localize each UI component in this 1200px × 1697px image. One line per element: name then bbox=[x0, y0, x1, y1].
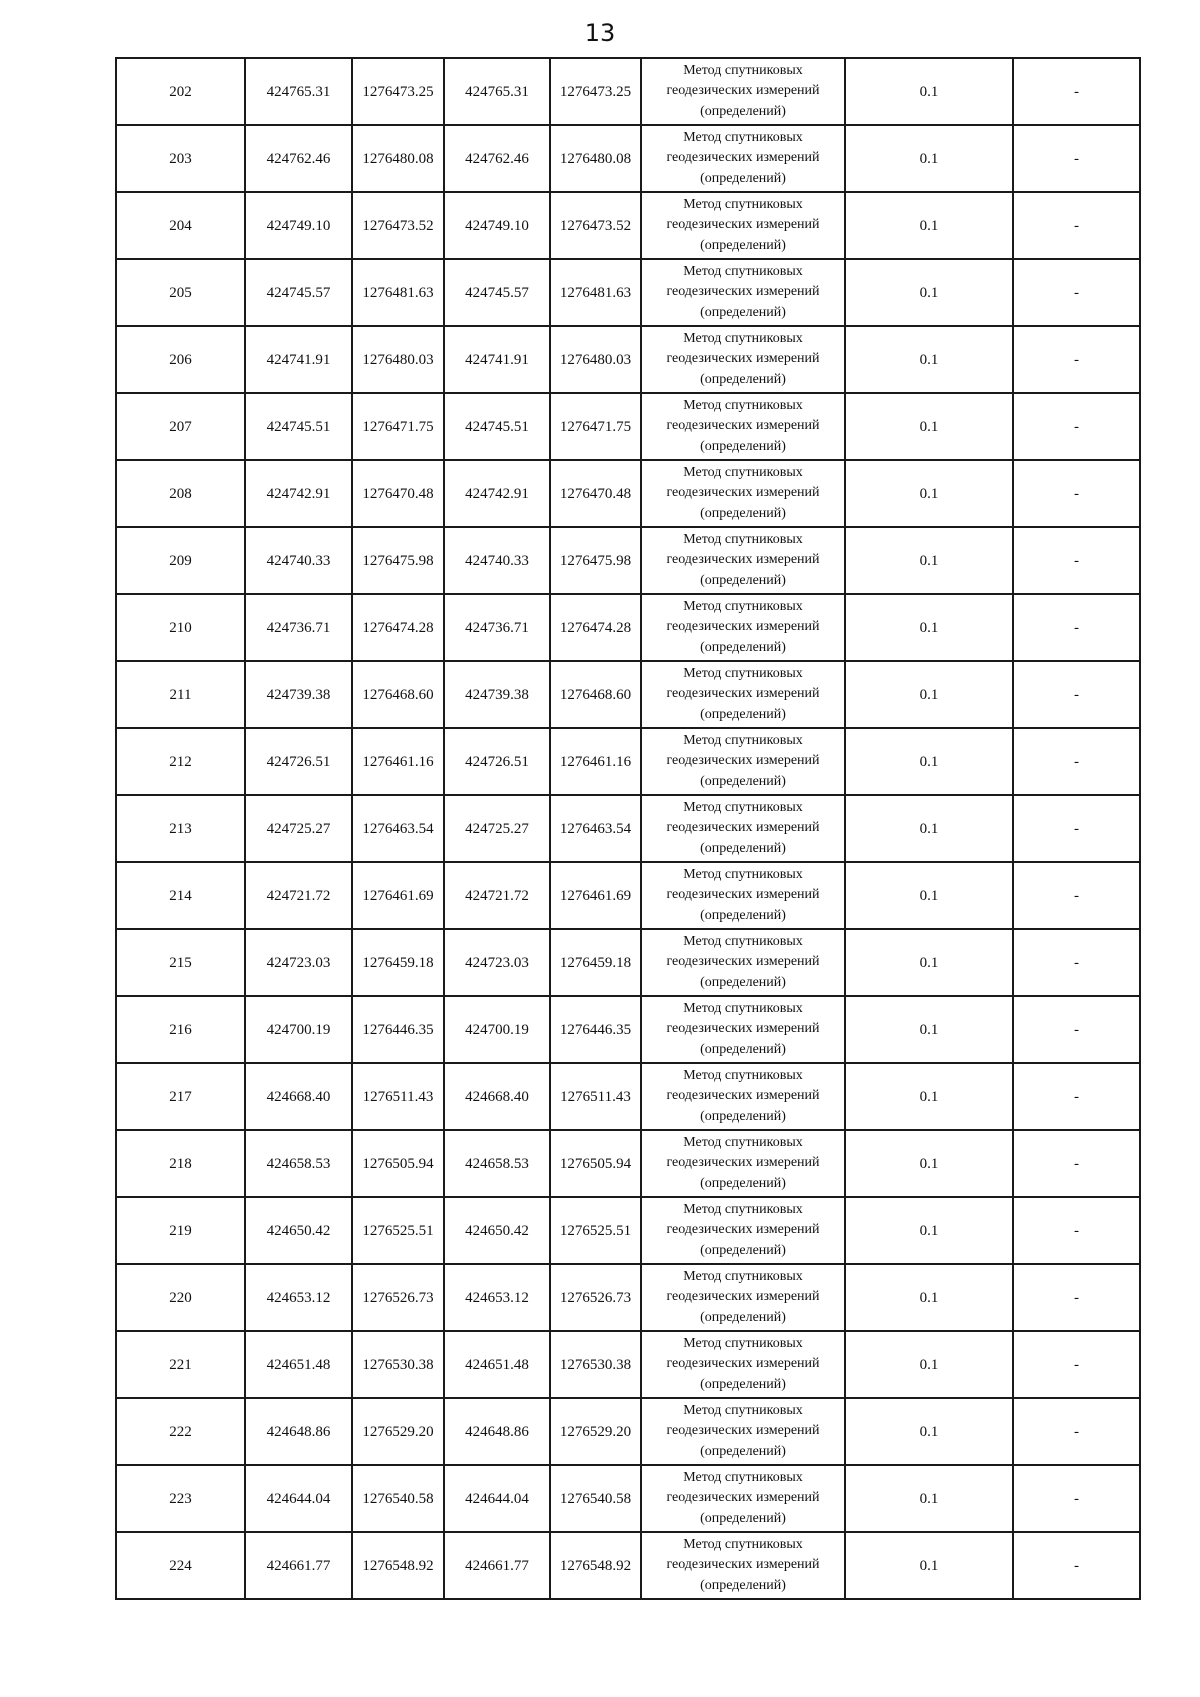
method-line: (определений) bbox=[700, 706, 786, 722]
note-cell: - bbox=[1013, 661, 1140, 728]
accuracy-cell: 0.1 bbox=[845, 929, 1013, 996]
y-refined-cell: 1276529.20 bbox=[550, 1398, 641, 1465]
point-number-cell: 218 bbox=[116, 1130, 245, 1197]
point-number-cell: 206 bbox=[116, 326, 245, 393]
x-existing-cell: 424745.57 bbox=[245, 259, 352, 326]
x-refined-cell: 424765.31 bbox=[444, 58, 550, 125]
method-line: геодезических измерений bbox=[666, 619, 820, 635]
table-row bbox=[116, 393, 1140, 460]
x-refined-cell: 424721.72 bbox=[444, 862, 550, 929]
x-existing-cell: 424765.31 bbox=[245, 58, 352, 125]
x-existing-cell: 424742.91 bbox=[245, 460, 352, 527]
table-row bbox=[116, 125, 1140, 192]
note-cell: - bbox=[1013, 1331, 1140, 1398]
point-number-cell: 210 bbox=[116, 594, 245, 661]
y-existing-cell: 1276480.08 bbox=[352, 125, 444, 192]
note-cell: - bbox=[1013, 393, 1140, 460]
x-refined-cell: 424725.27 bbox=[444, 795, 550, 862]
method-line: Метод спутниковых bbox=[683, 1469, 803, 1485]
x-refined-cell: 424644.04 bbox=[444, 1465, 550, 1532]
method-line: геодезических измерений bbox=[666, 1222, 820, 1238]
x-existing-cell: 424723.03 bbox=[245, 929, 352, 996]
table-row bbox=[116, 1331, 1140, 1398]
y-existing-cell: 1276548.92 bbox=[352, 1532, 444, 1599]
method-line: (определений) bbox=[700, 974, 786, 990]
note-cell: - bbox=[1013, 594, 1140, 661]
note-cell: - bbox=[1013, 1264, 1140, 1331]
method-line: (определений) bbox=[700, 773, 786, 789]
method-line: геодезических измерений bbox=[666, 217, 820, 233]
method-cell bbox=[641, 58, 845, 125]
x-refined-cell: 424661.77 bbox=[444, 1532, 550, 1599]
y-refined-cell: 1276530.38 bbox=[550, 1331, 641, 1398]
x-existing-cell: 424745.51 bbox=[245, 393, 352, 460]
accuracy-cell: 0.1 bbox=[845, 594, 1013, 661]
x-refined-cell: 424736.71 bbox=[444, 594, 550, 661]
table-row bbox=[116, 460, 1140, 527]
method-line: Метод спутниковых bbox=[683, 1402, 803, 1418]
method-line: (определений) bbox=[700, 237, 786, 253]
accuracy-cell: 0.1 bbox=[845, 527, 1013, 594]
method-line: (определений) bbox=[700, 1577, 786, 1593]
method-line: геодезических измерений bbox=[666, 1021, 820, 1037]
x-existing-cell: 424651.48 bbox=[245, 1331, 352, 1398]
method-line: Метод спутниковых bbox=[683, 1067, 803, 1083]
point-number-cell: 202 bbox=[116, 58, 245, 125]
method-line: (определений) bbox=[700, 1242, 786, 1258]
method-line: Метод спутниковых bbox=[683, 866, 803, 882]
method-cell bbox=[641, 326, 845, 393]
y-existing-cell: 1276481.63 bbox=[352, 259, 444, 326]
accuracy-cell: 0.1 bbox=[845, 1197, 1013, 1264]
method-line: (определений) bbox=[700, 572, 786, 588]
x-existing-cell: 424741.91 bbox=[245, 326, 352, 393]
point-number-cell: 216 bbox=[116, 996, 245, 1063]
method-line: Метод спутниковых bbox=[683, 196, 803, 212]
method-cell bbox=[641, 460, 845, 527]
accuracy-cell: 0.1 bbox=[845, 728, 1013, 795]
method-line: (определений) bbox=[700, 505, 786, 521]
accuracy-cell: 0.1 bbox=[845, 192, 1013, 259]
method-cell bbox=[641, 1130, 845, 1197]
point-number-cell: 219 bbox=[116, 1197, 245, 1264]
method-line: Метод спутниковых bbox=[683, 1268, 803, 1284]
point-number-cell: 224 bbox=[116, 1532, 245, 1599]
method-line: Метод спутниковых bbox=[683, 1201, 803, 1217]
method-line: (определений) bbox=[700, 1108, 786, 1124]
table-row bbox=[116, 1398, 1140, 1465]
y-refined-cell: 1276473.25 bbox=[550, 58, 641, 125]
y-existing-cell: 1276505.94 bbox=[352, 1130, 444, 1197]
y-refined-cell: 1276526.73 bbox=[550, 1264, 641, 1331]
table-row bbox=[116, 1532, 1140, 1599]
method-cell bbox=[641, 393, 845, 460]
method-cell bbox=[641, 728, 845, 795]
point-number-cell: 217 bbox=[116, 1063, 245, 1130]
method-line: геодезических измерений bbox=[666, 351, 820, 367]
x-existing-cell: 424739.38 bbox=[245, 661, 352, 728]
method-line: Метод спутниковых bbox=[683, 397, 803, 413]
accuracy-cell: 0.1 bbox=[845, 795, 1013, 862]
y-existing-cell: 1276473.25 bbox=[352, 58, 444, 125]
y-refined-cell: 1276548.92 bbox=[550, 1532, 641, 1599]
method-line: геодезических измерений bbox=[666, 887, 820, 903]
method-line: (определений) bbox=[700, 840, 786, 856]
x-existing-cell: 424736.71 bbox=[245, 594, 352, 661]
method-line: Метод спутниковых bbox=[683, 732, 803, 748]
x-existing-cell: 424700.19 bbox=[245, 996, 352, 1063]
x-existing-cell: 424644.04 bbox=[245, 1465, 352, 1532]
method-line: (определений) bbox=[700, 639, 786, 655]
accuracy-cell: 0.1 bbox=[845, 125, 1013, 192]
y-refined-cell: 1276446.35 bbox=[550, 996, 641, 1063]
table-row bbox=[116, 1197, 1140, 1264]
x-refined-cell: 424723.03 bbox=[444, 929, 550, 996]
table-row bbox=[116, 594, 1140, 661]
x-existing-cell: 424721.72 bbox=[245, 862, 352, 929]
note-cell: - bbox=[1013, 1063, 1140, 1130]
accuracy-cell: 0.1 bbox=[845, 460, 1013, 527]
point-number-cell: 212 bbox=[116, 728, 245, 795]
point-number-cell: 213 bbox=[116, 795, 245, 862]
x-existing-cell: 424762.46 bbox=[245, 125, 352, 192]
note-cell: - bbox=[1013, 1532, 1140, 1599]
x-existing-cell: 424740.33 bbox=[245, 527, 352, 594]
point-number-cell: 209 bbox=[116, 527, 245, 594]
x-existing-cell: 424749.10 bbox=[245, 192, 352, 259]
y-existing-cell: 1276525.51 bbox=[352, 1197, 444, 1264]
y-refined-cell: 1276461.69 bbox=[550, 862, 641, 929]
x-refined-cell: 424700.19 bbox=[444, 996, 550, 1063]
point-number-cell: 211 bbox=[116, 661, 245, 728]
y-refined-cell: 1276475.98 bbox=[550, 527, 641, 594]
table-row bbox=[116, 192, 1140, 259]
method-line: Метод спутниковых bbox=[683, 799, 803, 815]
y-refined-cell: 1276525.51 bbox=[550, 1197, 641, 1264]
method-line: Метод спутниковых bbox=[683, 1134, 803, 1150]
table-row bbox=[116, 728, 1140, 795]
method-cell bbox=[641, 996, 845, 1063]
note-cell: - bbox=[1013, 862, 1140, 929]
method-line: (определений) bbox=[700, 1443, 786, 1459]
table-row bbox=[116, 527, 1140, 594]
y-existing-cell: 1276474.28 bbox=[352, 594, 444, 661]
method-line: геодезических измерений bbox=[666, 1356, 820, 1372]
table-row bbox=[116, 326, 1140, 393]
coordinates-table bbox=[115, 57, 1141, 1600]
note-cell: - bbox=[1013, 795, 1140, 862]
table-row bbox=[116, 661, 1140, 728]
point-number-cell: 220 bbox=[116, 1264, 245, 1331]
x-refined-cell: 424745.51 bbox=[444, 393, 550, 460]
y-existing-cell: 1276526.73 bbox=[352, 1264, 444, 1331]
method-cell bbox=[641, 1197, 845, 1264]
method-line: геодезических измерений bbox=[666, 820, 820, 836]
method-line: геодезических измерений bbox=[666, 954, 820, 970]
method-line: геодезических измерений bbox=[666, 284, 820, 300]
y-refined-cell: 1276540.58 bbox=[550, 1465, 641, 1532]
x-refined-cell: 424650.42 bbox=[444, 1197, 550, 1264]
note-cell: - bbox=[1013, 1398, 1140, 1465]
method-cell bbox=[641, 862, 845, 929]
method-cell bbox=[641, 259, 845, 326]
x-refined-cell: 424741.91 bbox=[444, 326, 550, 393]
point-number-cell: 223 bbox=[116, 1465, 245, 1532]
method-line: Метод спутниковых bbox=[683, 1000, 803, 1016]
y-refined-cell: 1276505.94 bbox=[550, 1130, 641, 1197]
table-row bbox=[116, 259, 1140, 326]
method-line: Метод спутниковых bbox=[683, 464, 803, 480]
y-existing-cell: 1276511.43 bbox=[352, 1063, 444, 1130]
note-cell: - bbox=[1013, 996, 1140, 1063]
point-number-cell: 205 bbox=[116, 259, 245, 326]
note-cell: - bbox=[1013, 1465, 1140, 1532]
y-existing-cell: 1276473.52 bbox=[352, 192, 444, 259]
table-row bbox=[116, 996, 1140, 1063]
method-line: геодезических измерений bbox=[666, 1155, 820, 1171]
method-line: (определений) bbox=[700, 170, 786, 186]
y-refined-cell: 1276463.54 bbox=[550, 795, 641, 862]
y-existing-cell: 1276459.18 bbox=[352, 929, 444, 996]
y-existing-cell: 1276529.20 bbox=[352, 1398, 444, 1465]
method-line: геодезических измерений bbox=[666, 418, 820, 434]
method-cell bbox=[641, 1465, 845, 1532]
x-refined-cell: 424658.53 bbox=[444, 1130, 550, 1197]
method-line: геодезических измерений bbox=[666, 1088, 820, 1104]
x-existing-cell: 424658.53 bbox=[245, 1130, 352, 1197]
method-line: (определений) bbox=[700, 907, 786, 923]
y-existing-cell: 1276471.75 bbox=[352, 393, 444, 460]
y-refined-cell: 1276471.75 bbox=[550, 393, 641, 460]
method-line: геодезических измерений bbox=[666, 1490, 820, 1506]
accuracy-cell: 0.1 bbox=[845, 1398, 1013, 1465]
accuracy-cell: 0.1 bbox=[845, 1331, 1013, 1398]
y-refined-cell: 1276474.28 bbox=[550, 594, 641, 661]
x-refined-cell: 424726.51 bbox=[444, 728, 550, 795]
method-cell bbox=[641, 1063, 845, 1130]
method-line: геодезических измерений bbox=[666, 83, 820, 99]
x-refined-cell: 424648.86 bbox=[444, 1398, 550, 1465]
accuracy-cell: 0.1 bbox=[845, 1465, 1013, 1532]
method-line: геодезических измерений bbox=[666, 1557, 820, 1573]
method-line: Метод спутниковых bbox=[683, 263, 803, 279]
method-line: Метод спутниковых bbox=[683, 531, 803, 547]
y-refined-cell: 1276480.03 bbox=[550, 326, 641, 393]
note-cell: - bbox=[1013, 58, 1140, 125]
accuracy-cell: 0.1 bbox=[845, 259, 1013, 326]
method-line: геодезических измерений bbox=[666, 753, 820, 769]
y-existing-cell: 1276540.58 bbox=[352, 1465, 444, 1532]
method-line: (определений) bbox=[700, 304, 786, 320]
y-refined-cell: 1276468.60 bbox=[550, 661, 641, 728]
table-row bbox=[116, 1063, 1140, 1130]
method-cell bbox=[641, 1532, 845, 1599]
x-existing-cell: 424650.42 bbox=[245, 1197, 352, 1264]
table-row bbox=[116, 795, 1140, 862]
y-refined-cell: 1276470.48 bbox=[550, 460, 641, 527]
y-existing-cell: 1276446.35 bbox=[352, 996, 444, 1063]
method-line: Метод спутниковых bbox=[683, 933, 803, 949]
y-refined-cell: 1276481.63 bbox=[550, 259, 641, 326]
accuracy-cell: 0.1 bbox=[845, 996, 1013, 1063]
x-refined-cell: 424762.46 bbox=[444, 125, 550, 192]
y-refined-cell: 1276480.08 bbox=[550, 125, 641, 192]
point-number-cell: 214 bbox=[116, 862, 245, 929]
x-refined-cell: 424742.91 bbox=[444, 460, 550, 527]
note-cell: - bbox=[1013, 527, 1140, 594]
table-row bbox=[116, 862, 1140, 929]
y-existing-cell: 1276530.38 bbox=[352, 1331, 444, 1398]
coordinates-table-body bbox=[116, 58, 1140, 1599]
accuracy-cell: 0.1 bbox=[845, 1264, 1013, 1331]
method-cell bbox=[641, 661, 845, 728]
y-existing-cell: 1276463.54 bbox=[352, 795, 444, 862]
method-cell bbox=[641, 795, 845, 862]
note-cell: - bbox=[1013, 192, 1140, 259]
x-refined-cell: 424740.33 bbox=[444, 527, 550, 594]
x-refined-cell: 424739.38 bbox=[444, 661, 550, 728]
method-line: геодезических измерений bbox=[666, 1423, 820, 1439]
accuracy-cell: 0.1 bbox=[845, 1130, 1013, 1197]
method-line: (определений) bbox=[700, 371, 786, 387]
y-existing-cell: 1276480.03 bbox=[352, 326, 444, 393]
x-refined-cell: 424651.48 bbox=[444, 1331, 550, 1398]
method-line: (определений) bbox=[700, 1041, 786, 1057]
x-refined-cell: 424749.10 bbox=[444, 192, 550, 259]
method-line: геодезических измерений bbox=[666, 150, 820, 166]
method-line: (определений) bbox=[700, 1309, 786, 1325]
y-existing-cell: 1276461.69 bbox=[352, 862, 444, 929]
note-cell: - bbox=[1013, 460, 1140, 527]
note-cell: - bbox=[1013, 929, 1140, 996]
method-cell bbox=[641, 192, 845, 259]
point-number-cell: 203 bbox=[116, 125, 245, 192]
x-refined-cell: 424653.12 bbox=[444, 1264, 550, 1331]
method-line: геодезических измерений bbox=[666, 552, 820, 568]
x-refined-cell: 424745.57 bbox=[444, 259, 550, 326]
table-row bbox=[116, 1465, 1140, 1532]
y-refined-cell: 1276461.16 bbox=[550, 728, 641, 795]
accuracy-cell: 0.1 bbox=[845, 661, 1013, 728]
page-number: 13 bbox=[584, 19, 616, 47]
method-line: (определений) bbox=[700, 438, 786, 454]
method-line: Метод спутниковых bbox=[683, 1536, 803, 1552]
method-cell bbox=[641, 594, 845, 661]
point-number-cell: 222 bbox=[116, 1398, 245, 1465]
method-line: Метод спутниковых bbox=[683, 598, 803, 614]
note-cell: - bbox=[1013, 259, 1140, 326]
method-cell bbox=[641, 1331, 845, 1398]
point-number-cell: 208 bbox=[116, 460, 245, 527]
note-cell: - bbox=[1013, 1197, 1140, 1264]
point-number-cell: 221 bbox=[116, 1331, 245, 1398]
method-cell bbox=[641, 1398, 845, 1465]
y-existing-cell: 1276468.60 bbox=[352, 661, 444, 728]
note-cell: - bbox=[1013, 326, 1140, 393]
accuracy-cell: 0.1 bbox=[845, 393, 1013, 460]
method-cell bbox=[641, 1264, 845, 1331]
y-existing-cell: 1276461.16 bbox=[352, 728, 444, 795]
method-line: Метод спутниковых bbox=[683, 62, 803, 78]
method-line: Метод спутниковых bbox=[683, 129, 803, 145]
method-line: геодезических измерений bbox=[666, 485, 820, 501]
accuracy-cell: 0.1 bbox=[845, 326, 1013, 393]
point-number-cell: 207 bbox=[116, 393, 245, 460]
x-refined-cell: 424668.40 bbox=[444, 1063, 550, 1130]
y-refined-cell: 1276511.43 bbox=[550, 1063, 641, 1130]
method-line: (определений) bbox=[700, 103, 786, 119]
note-cell: - bbox=[1013, 1130, 1140, 1197]
method-cell bbox=[641, 527, 845, 594]
y-refined-cell: 1276459.18 bbox=[550, 929, 641, 996]
point-number-cell: 204 bbox=[116, 192, 245, 259]
x-existing-cell: 424653.12 bbox=[245, 1264, 352, 1331]
method-line: (определений) bbox=[700, 1510, 786, 1526]
method-line: геодезических измерений bbox=[666, 1289, 820, 1305]
accuracy-cell: 0.1 bbox=[845, 862, 1013, 929]
table-row bbox=[116, 929, 1140, 996]
x-existing-cell: 424661.77 bbox=[245, 1532, 352, 1599]
table-row bbox=[116, 1264, 1140, 1331]
accuracy-cell: 0.1 bbox=[845, 1063, 1013, 1130]
y-existing-cell: 1276475.98 bbox=[352, 527, 444, 594]
method-line: (определений) bbox=[700, 1175, 786, 1191]
note-cell: - bbox=[1013, 125, 1140, 192]
point-number-cell: 215 bbox=[116, 929, 245, 996]
x-existing-cell: 424668.40 bbox=[245, 1063, 352, 1130]
method-line: Метод спутниковых bbox=[683, 330, 803, 346]
x-existing-cell: 424725.27 bbox=[245, 795, 352, 862]
table-row bbox=[116, 1130, 1140, 1197]
method-line: Метод спутниковых bbox=[683, 1335, 803, 1351]
method-cell bbox=[641, 929, 845, 996]
x-existing-cell: 424648.86 bbox=[245, 1398, 352, 1465]
y-existing-cell: 1276470.48 bbox=[352, 460, 444, 527]
accuracy-cell: 0.1 bbox=[845, 1532, 1013, 1599]
y-refined-cell: 1276473.52 bbox=[550, 192, 641, 259]
accuracy-cell: 0.1 bbox=[845, 58, 1013, 125]
method-line: (определений) bbox=[700, 1376, 786, 1392]
method-line: Метод спутниковых bbox=[683, 665, 803, 681]
note-cell: - bbox=[1013, 728, 1140, 795]
table-row bbox=[116, 58, 1140, 125]
method-line: геодезических измерений bbox=[666, 686, 820, 702]
x-existing-cell: 424726.51 bbox=[245, 728, 352, 795]
method-cell bbox=[641, 125, 845, 192]
